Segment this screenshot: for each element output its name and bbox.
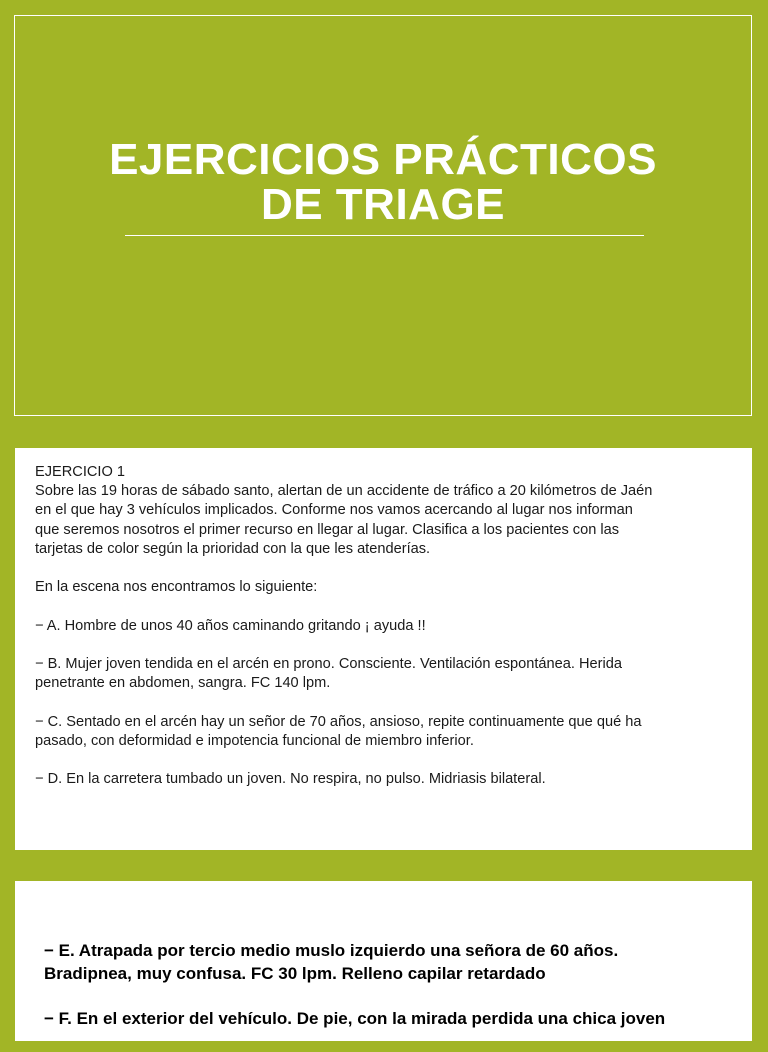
scene-intro: En la escena nos encontramos lo siguiente: — [35, 579, 318, 596]
patient-b-line-2: penetrante en abdomen, sangra. FC 140 lpm. — [35, 675, 331, 692]
exercise-heading: EJERCICIO 1 — [35, 464, 126, 480]
exercise-panel — [15, 448, 752, 850]
patient-f-line-1: − F. En el exterior del vehículo. De pie, con la mirada perdida una chica joven — [44, 1009, 666, 1028]
patient-e-line-2: Bradipnea, muy confusa. FC 30 lpm. Relleno capilar retardado — [44, 964, 546, 983]
continuation-text — [44, 939, 732, 1052]
patient-f — [44, 1007, 732, 1030]
slide-title — [15, 137, 751, 227]
intro-line-1: Sobre las 19 horas de sábado santo, alertan de un accidente de tráfico a 20 kilómetros de Jaén — [35, 483, 653, 500]
patient-e — [44, 939, 732, 985]
patient-d: − D. En la carretera tumbado un joven. No respira, no pulso. Midriasis bilateral. — [35, 771, 546, 788]
patient-a: − A. Hombre de unos 40 años caminando gritando ¡ ayuda !! — [35, 617, 426, 634]
patient-c — [35, 713, 732, 751]
exercise-text — [35, 463, 732, 809]
title-divider — [125, 235, 644, 236]
patient-b — [35, 655, 732, 693]
exercise-intro — [35, 463, 732, 559]
patient-c-line-1: − C. Sentado en el arcén hay un señor de 70 años, ansioso, repite continuamente que qué ha — [35, 713, 642, 730]
intro-line-3: que seremos nosotros el primer recurso en llegar al lugar. Clasifica a los pacientes con las — [35, 521, 620, 538]
slide-title-line-1: EJERCICIOS PRÁCTICOS — [109, 135, 657, 184]
patient-c-line-2: pasado, con deformidad e impotencia funcional de miembro inferior. — [35, 732, 474, 749]
patient-e-line-1: − E. Atrapada por tercio medio muslo izquierdo una señora de 60 años. — [44, 941, 619, 960]
patient-b-line-1: − B. Mujer joven tendida en el arcén en prono. Consciente. Ventilación espontánea. Herida — [35, 655, 622, 672]
title-slide — [14, 15, 752, 416]
intro-line-4: tarjetas de color según la prioridad con la que les atenderías. — [35, 540, 431, 557]
slide-title-line-2: DE TRIAGE — [260, 180, 506, 229]
intro-line-2: en el que hay 3 vehículos implicados. Conforme nos vamos acercando al lugar nos informan — [35, 502, 633, 519]
continuation-panel — [15, 881, 752, 1041]
